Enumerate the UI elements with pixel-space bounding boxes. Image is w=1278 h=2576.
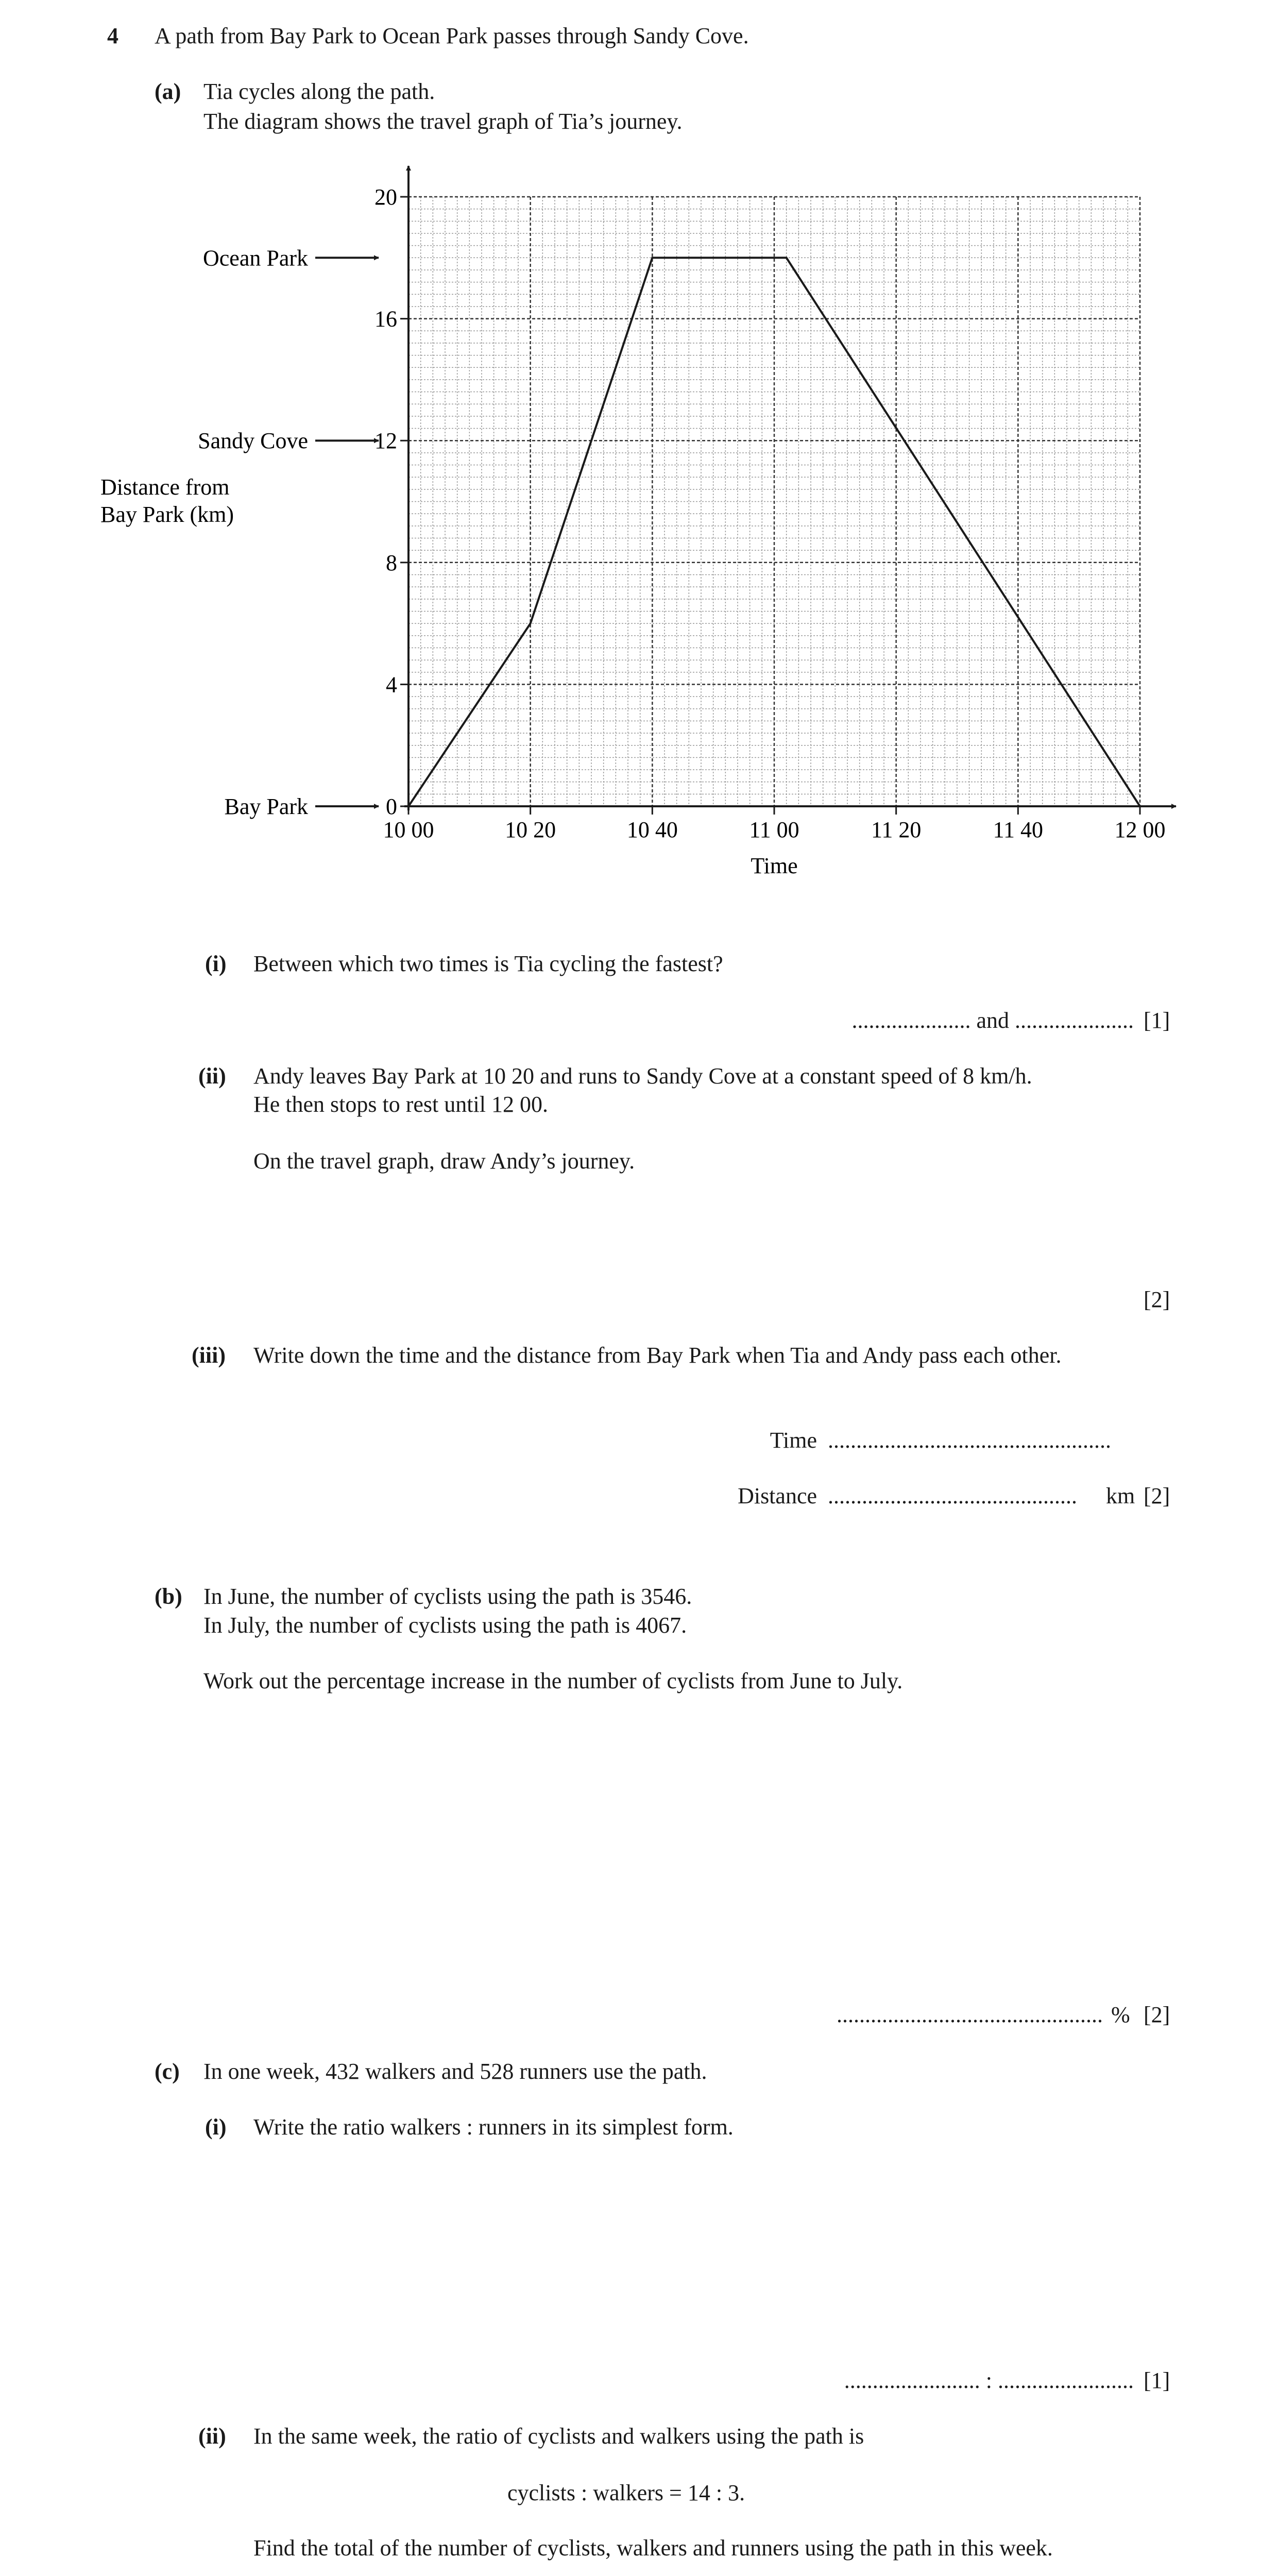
y-tick-label: 12 bbox=[374, 428, 397, 454]
part-c-ii-line2: Find the total of the number of cyclists, walkers and runners using the path in this week. bbox=[253, 2535, 1053, 2561]
part-c-ii-ratio: cyclists : walkers = 14 : 3. bbox=[507, 2480, 745, 2505]
x-tick-label: 11 40 bbox=[993, 817, 1044, 842]
y-tick-label: 16 bbox=[374, 306, 397, 332]
part-b-marks: [2] bbox=[1144, 2002, 1170, 2027]
part-a-i-text: Between which two times is Tia cycling the fastest? bbox=[253, 951, 723, 976]
part-b-label: (b) bbox=[155, 1584, 182, 1609]
part-a-iii-text: Write down the time and the distance from Bay Park when Tia and Andy pass each other. bbox=[253, 1343, 1062, 1368]
place-label: Sandy Cove bbox=[198, 428, 308, 454]
part-a-ii-line3: On the travel graph, draw Andy’s journey. bbox=[253, 1148, 635, 1174]
part-c-label: (c) bbox=[155, 2059, 180, 2084]
part-a-iii-label: (iii) bbox=[192, 1343, 226, 1368]
x-tick-label: 11 20 bbox=[871, 817, 922, 842]
x-axis-label: Time bbox=[751, 853, 798, 878]
part-c-i-label: (i) bbox=[205, 2114, 227, 2140]
y-tick-label: 4 bbox=[386, 672, 397, 698]
distance-unit: km bbox=[1106, 1483, 1135, 1509]
part-b-unit: % bbox=[1111, 2002, 1130, 2027]
part-a-i-label: (i) bbox=[205, 951, 227, 976]
part-c-i-marks: [1] bbox=[1144, 2368, 1170, 2393]
y-tick-label: 20 bbox=[374, 184, 397, 210]
place-label: Bay Park bbox=[224, 794, 308, 819]
part-b-line1: In June, the number of cyclists using the path is 3546. bbox=[203, 1584, 692, 1609]
y-axis-label-line1: Distance from bbox=[100, 474, 230, 500]
x-tick-label: 12 00 bbox=[1114, 817, 1166, 842]
y-axis-label-line2: Bay Park (km) bbox=[100, 502, 234, 527]
part-a-ii-label: (ii) bbox=[198, 1063, 226, 1089]
y-tick-label: 0 bbox=[386, 794, 397, 819]
part-a-ii-marks: [2] bbox=[1144, 1287, 1170, 1312]
part-b-answer-line[interactable]: ............................................... bbox=[837, 2002, 1103, 2027]
distance-answer-line[interactable]: ............................................ bbox=[828, 1483, 1077, 1509]
x-tick-label: 10 00 bbox=[383, 817, 434, 842]
part-a-iii-marks: [2] bbox=[1144, 1483, 1170, 1509]
part-c-intro: In one week, 432 walkers and 528 runners use the path. bbox=[203, 2059, 707, 2084]
part-a-line1: Tia cycles along the path. bbox=[203, 79, 435, 104]
part-c-i-answer-line[interactable]: ........................ : ........................ bbox=[844, 2368, 1134, 2393]
part-b-line2: In July, the number of cyclists using the path is 4067. bbox=[203, 1613, 687, 1638]
question-intro: A path from Bay Park to Ocean Park passes through Sandy Cove. bbox=[155, 23, 749, 48]
part-a-ii-line2: He then stops to rest until 12 00. bbox=[253, 1092, 548, 1117]
travel-graph bbox=[0, 155, 1278, 902]
distance-label: Distance bbox=[738, 1483, 817, 1509]
question-number: 4 bbox=[107, 23, 118, 48]
place-markers bbox=[198, 245, 379, 819]
part-c-ii-line1: In the same week, the ratio of cyclists and walkers using the path is bbox=[253, 2424, 864, 2449]
place-label: Ocean Park bbox=[202, 245, 308, 271]
time-label: Time bbox=[770, 1428, 817, 1453]
x-tick-label: 11 00 bbox=[749, 817, 799, 842]
x-tick-label: 10 40 bbox=[626, 817, 678, 842]
part-c-i-text: Write the ratio walkers : runners in its simplest form. bbox=[253, 2114, 734, 2140]
y-tick-label: 8 bbox=[386, 550, 397, 575]
part-a-i-marks: [1] bbox=[1144, 1008, 1170, 1033]
part-b-line3: Work out the percentage increase in the number of cyclists from June to July. bbox=[203, 1668, 903, 1693]
part-c-ii-label: (ii) bbox=[198, 2424, 226, 2449]
part-a-i-answer-line[interactable]: ..................... and ..................... bbox=[851, 1008, 1134, 1033]
part-a-label: (a) bbox=[155, 79, 181, 104]
part-a-line2: The diagram shows the travel graph of Tia’s journey. bbox=[203, 109, 683, 134]
time-answer-line[interactable]: .................................................. bbox=[828, 1428, 1111, 1453]
part-a-ii-line1: Andy leaves Bay Park at 10 20 and runs to Sandy Cove at a constant speed of 8 km/h. bbox=[253, 1063, 1032, 1089]
x-tick-label: 10 20 bbox=[505, 817, 556, 842]
